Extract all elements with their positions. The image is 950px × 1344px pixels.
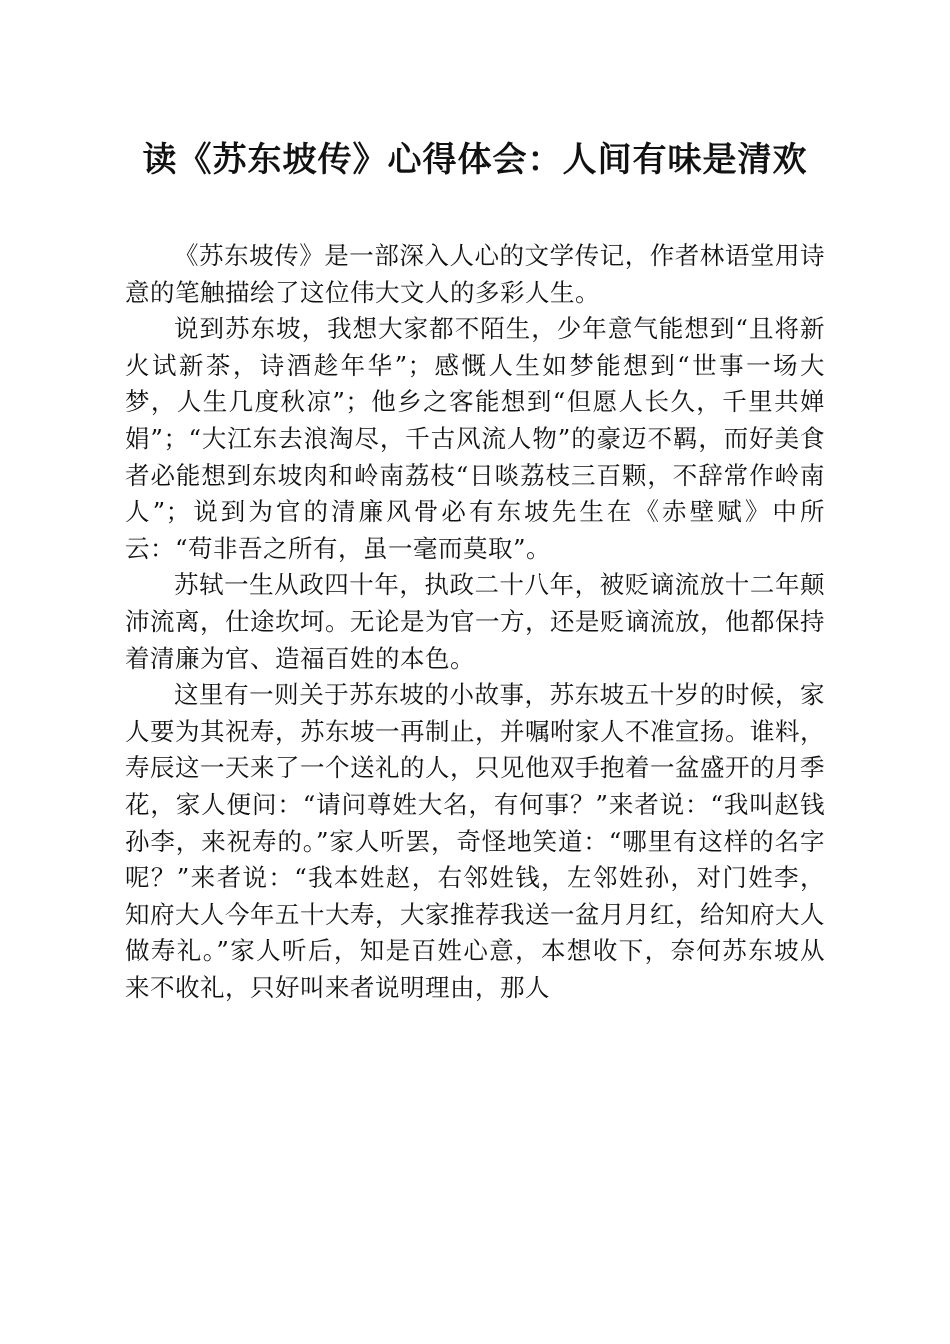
document-title: 读《苏东坡传》心得体会：人间有味是清欢 (142, 140, 808, 180)
paragraph-career: 苏轼一生从政四十年，执政二十八年，被贬谪流放十二年颠沛流离，仕途坎坷。无论是为官一方，还是贬谪流放，他都保持着清廉为官、造福百姓的本色。 (125, 570, 825, 673)
paragraph-poems: 说到苏东坡，我想大家都不陌生，少年意气能想到“且将新火试新茶，诗酒趁年华”；感慨人生如梦能想到“世事一场大梦，人生几度秋凉”；他乡之客能想到“但愿人长久，千里共婵娟”；“大江东去浪淘尽，千古风流人物”的豪迈不羁，而好美食者必能想到东坡肉和岭南荔枝“日啖荔枝三百颗，不辞常作岭南人”；说到为官的清廉风骨必有东坡先生在《赤壁赋》中所云：“苟非吾之所有，虽一毫而莫取”。 (125, 314, 825, 563)
document-body (125, 238, 825, 1006)
paragraph-intro: 《苏东坡传》是一部深入人心的文学传记，作者林语堂用诗意的笔触描绘了这位伟大文人的多彩人生。 (125, 241, 825, 307)
paragraph-story: 这里有一则关于苏东坡的小故事，苏东坡五十岁的时候，家人要为其祝寿，苏东坡一再制止，并嘱咐家人不准宣扬。谁料，寿辰这一天来了一个送礼的人，只见他双手抱着一盆盛开的月季花，家人便问：“请问尊姓大名，有何事？”来者说：“我叫赵钱孙李，来祝寿的。”家人听罢，奇怪地笑道：“哪里有这样的名字呢？”来者说：“我本姓赵，右邻姓钱，左邻姓孙，对门姓李，知府大人今年五十大寿，大家推荐我送一盆月月红，给知府大人做寿礼。”家人听后，知是百姓心意，本想收下，奈何苏东坡从来不收礼，只好叫来者说明理由，那人 (125, 680, 825, 1002)
